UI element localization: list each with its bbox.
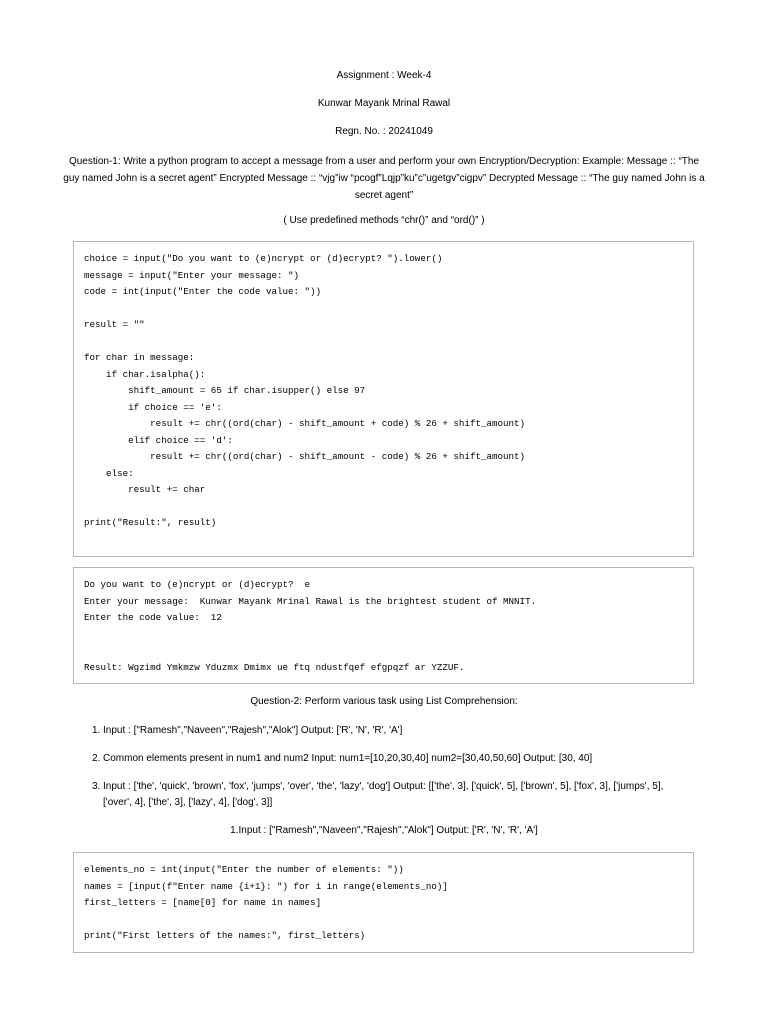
- author-name: Kunwar Mayank Mrinal Rawal: [317, 98, 451, 109]
- registration-number: Regn. No. : 20241049: [335, 126, 433, 137]
- list-item-number: 3.: [92, 781, 101, 792]
- list-item-text: Input : ['the', 'quick', 'brown', 'fox', 'jumps', 'over', 'the', 'lazy', 'dog'] Output: [['the', 3], ['quick', 5], ['brown', 5], ['fox', 3], ['jumps', 5], ['over', 4], ['the', 3], ['lazy', 4], ['dog', 3]]: [103, 781, 664, 808]
- question-1-output-block: [73, 567, 694, 684]
- list-item: [92, 779, 692, 811]
- subquestion-1-code: elements_no = int(input("Enter the number of elements: ")) names = [input(f"Enter name {i+1}: ") for i in range(elements_no)] first_letters = [name[0] for name in names] print("First letters of the names:", first_letters): [84, 864, 448, 941]
- question-1-output: Do you want to (e)ncrypt or (d)ecrypt? e Enter your message: Kunwar Mayank Mrinal Rawal is the brightest student of MNNIT. Enter the code value: 12 Result: Wgzimd Ymkmzw Yduzmx Dmimx ue ftq ndustfqef efgpqzf ar YZZUF.: [84, 579, 537, 673]
- question-1-text: Question-1: Write a python program to accept a message from a user and perform your own Encryption/Decryption: Example: Message :: “The guy named John is a secret agent” Encrypted Message :: “vjg”iw “pcogf”Lqjp”ku”c”ugetgv”cigpv” Decrypted Message :: “The guy named John is a secret agent”: [63, 156, 705, 201]
- list-item-text: Common elements present in num1 and num2 Input: num1=[10,20,30,40] num2=[30,40,50,60] Output: [30, 40]: [103, 753, 593, 764]
- list-item: [92, 751, 692, 767]
- question-1-note: ( Use predefined methods “chr()” and “ord()” ): [283, 215, 485, 226]
- question-1-code: choice = input("Do you want to (e)ncrypt or (d)ecrypt? ").lower() message = input("Enter your message: ") code = int(input("Enter the code value: ")) result = "" for char in message: if char.isalpha(): shift_amount = 65 if char.isupper() else 97 if choice == 'e': result += chr((ord(char) - shift_amount + code) % 26 + shift_amount) elif choice == 'd': result += chr((ord(char) - shift_amount - code) % 26 + shift_amount) else: result += char print("Result:", result): [84, 253, 526, 528]
- assignment-title: Assignment : Week-4: [336, 70, 432, 81]
- subquestion-1-title: 1.Input : ["Ramesh","Naveen","Rajesh","Alok"] Output: ['R', 'N', 'R', 'A']: [230, 825, 538, 836]
- question-1-code-block: [73, 241, 694, 557]
- list-item-number: 2.: [92, 753, 101, 764]
- subquestion-1-code-block: [73, 852, 694, 953]
- question-2-title: Question-2: Perform various task using List Comprehension:: [250, 696, 518, 707]
- list-item: [92, 723, 692, 739]
- list-item-text: Input : ["Ramesh","Naveen","Rajesh","Alok"] Output: ['R', 'N', 'R', 'A']: [103, 725, 403, 736]
- list-item-number: 1.: [92, 725, 101, 736]
